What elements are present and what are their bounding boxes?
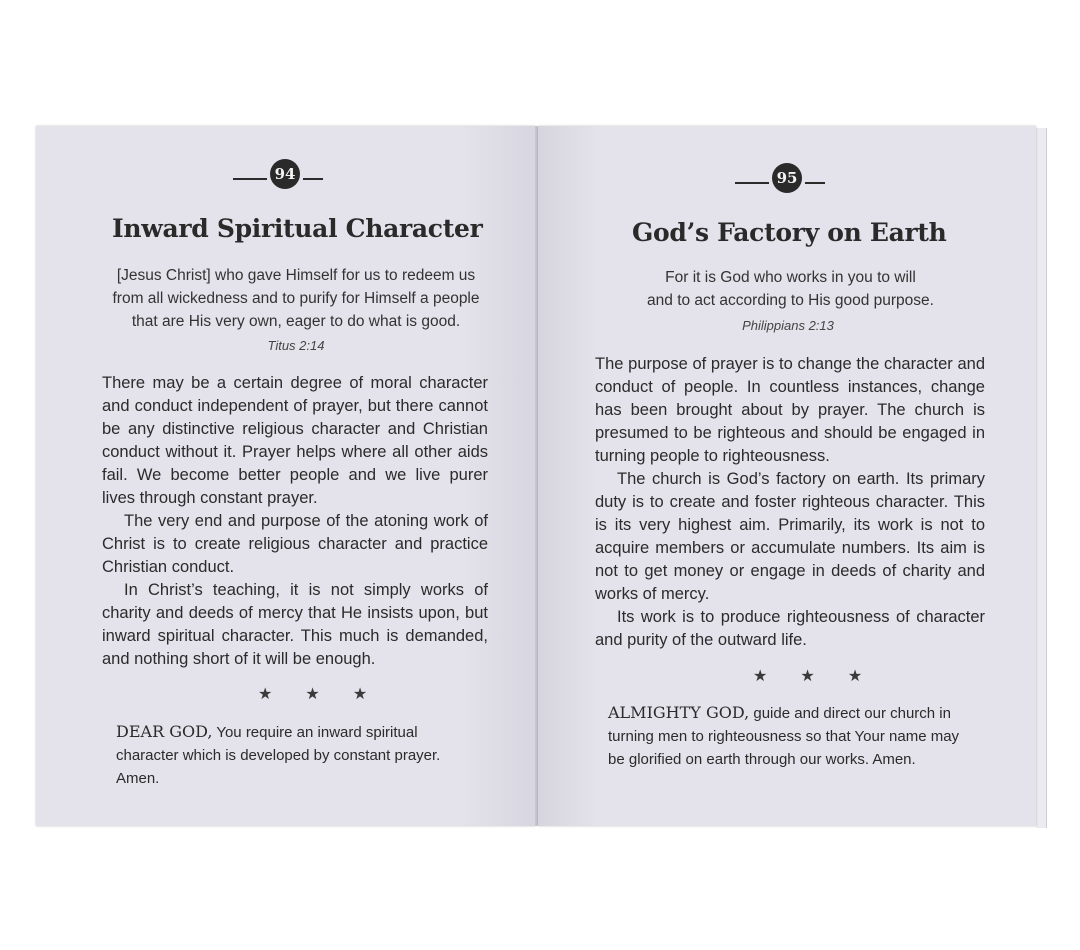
prayer-text: guide and direct our church in turning men to righteousness so that Your name may be glorified on earth through our works. Amen. xyxy=(608,705,960,768)
page-number: 95 xyxy=(772,163,802,193)
page-title: Inward Spiritual Character xyxy=(112,214,483,243)
ornament-line xyxy=(233,178,267,180)
scripture-reference: Titus 2:14 xyxy=(267,338,325,353)
scripture-verse xyxy=(76,264,516,333)
page-title: God’s Factory on Earth xyxy=(632,218,947,247)
page-number-ornament xyxy=(233,159,323,189)
verse-line: [Jesus Christ] who gave Himself for us to redeem us xyxy=(116,267,476,284)
ornament-line xyxy=(735,182,769,184)
ornament-line xyxy=(303,178,323,180)
paragraph: In Christ’s teaching, it is not simply works of charity and deeds of mercy that He insists upon, but inward spiritual character. This much is demanded, and nothing short of it will be enough. xyxy=(102,581,488,668)
paragraph: The very end and purpose of the atoning work of Christ is to create religious character and practice Christian conduct. xyxy=(102,512,488,576)
prayer xyxy=(608,701,968,771)
paragraph: There may be a certain degree of moral character and conduct independent of prayer, but there cannot be any distinctive religious character and Christian conduct without it. Prayer helps where all other aids fail. We become better people and we live purer lives through constant prayer. xyxy=(102,374,488,507)
verse-line: from all wickedness and to purify for Himself a people xyxy=(112,290,480,307)
paragraph: The church is God’s factory on earth. Its primary duty is to create and foster righteous character. This is its very highest aim. Primarily, its work is not to acquire members or accumulate numbers. Its aim is not to get money or engage in deeds of charity and works of mercy. xyxy=(595,470,985,603)
prayer xyxy=(116,720,466,790)
scripture-reference: Philippians 2:13 xyxy=(742,318,834,333)
section-divider-stars: ★ ★ ★ xyxy=(753,666,877,685)
verse-line: For it is God who works in you to will xyxy=(665,269,916,286)
prayer-lead: ALMIGHTY GOD, xyxy=(608,703,750,722)
paragraph: Its work is to produce righteousness of character and purity of the outward life. xyxy=(595,608,985,649)
page-number: 94 xyxy=(270,159,300,189)
prayer-text: You require an inward spiritual character which is developed by constant prayer. Amen. xyxy=(116,724,441,787)
scripture-verse xyxy=(578,266,1003,312)
body-text xyxy=(595,353,985,652)
left-page xyxy=(36,126,536,826)
verse-line: and to act according to His good purpose. xyxy=(647,292,934,309)
verse-line: that are His very own, eager to do what is good. xyxy=(131,313,461,330)
prayer-lead: DEAR GOD, xyxy=(116,722,213,741)
body-text xyxy=(102,372,488,671)
ornament-line xyxy=(805,182,825,184)
page-edges xyxy=(1036,128,1047,828)
page-number-ornament xyxy=(735,163,825,193)
right-page xyxy=(538,126,1036,826)
paragraph: The purpose of prayer is to change the character and conduct of people. In countless instances, change has been brought about by prayer. The church is presumed to be righteous and should be engaged in turning people to righteousness. xyxy=(595,355,985,465)
section-divider-stars: ★ ★ ★ xyxy=(258,684,382,703)
